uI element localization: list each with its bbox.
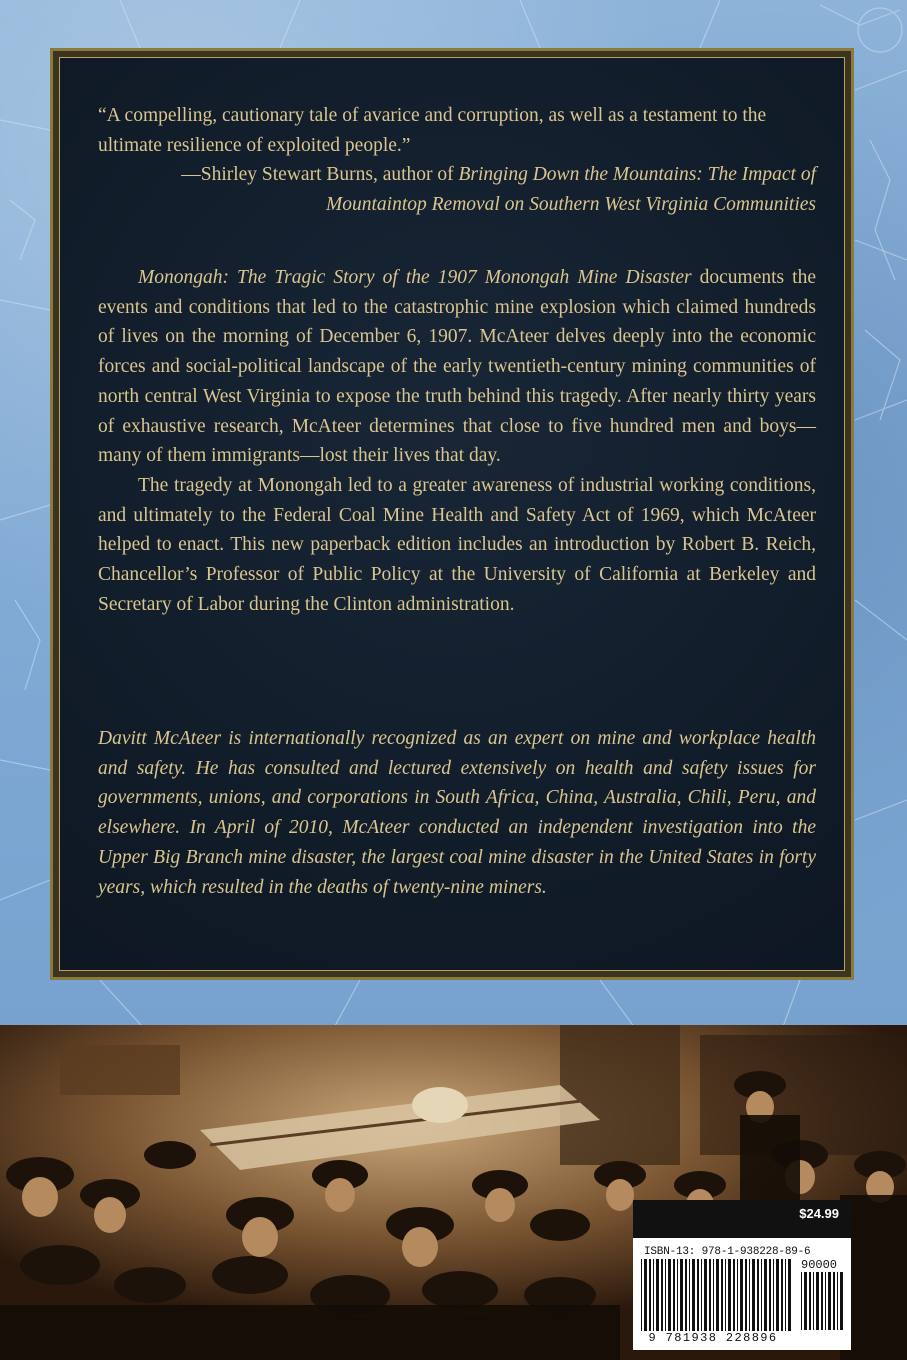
barcode-bar	[804, 1272, 807, 1330]
barcode-bar	[773, 1259, 774, 1331]
barcode-bar	[680, 1259, 683, 1331]
barcode-bar	[840, 1272, 843, 1330]
barcode-bar	[704, 1259, 707, 1331]
barcode-bar	[813, 1272, 814, 1330]
barcode-bar	[781, 1259, 783, 1331]
barcode-bar	[776, 1259, 779, 1331]
blurb-attribution	[98, 160, 816, 219]
barcode-bar	[733, 1259, 735, 1331]
barcode-bar	[665, 1259, 666, 1331]
description-book-title: Monongah: The Tragic Story of the 1907 Monongah Mine Disaster	[138, 267, 692, 288]
barcode-bar	[828, 1272, 831, 1330]
blurb-section	[98, 101, 816, 220]
barcode-bar	[757, 1259, 759, 1331]
barcode-bar	[677, 1259, 678, 1331]
barcode-bar	[697, 1259, 699, 1331]
barcode-bar	[752, 1259, 755, 1331]
barcode-bar	[764, 1259, 767, 1331]
barcode-bar	[785, 1259, 786, 1331]
description-paragraph-2: The tragedy at Monongah led to a greater awareness of industrial working conditions, and ultimately to the Federal Coal Mine Health and Safety Act of 1969, which McAteer helped to enact. This new paperback edition includes an introduction by Robert B. Reich, Chancellor’s Professor of Public Policy at the University of California at Berkeley and Secretary of Labor during the Clinton administration.	[98, 474, 816, 615]
barcode-bar	[809, 1272, 811, 1330]
barcode-bar	[728, 1259, 731, 1331]
barcode-bar	[701, 1259, 702, 1331]
barcode-bar	[833, 1272, 835, 1330]
barcode-bar	[653, 1259, 654, 1331]
barcode-addon-bars	[801, 1272, 845, 1330]
barcode-bar	[673, 1259, 675, 1331]
barcode-bar	[668, 1259, 671, 1331]
barcode-bar	[816, 1272, 819, 1330]
barcode-bar	[745, 1259, 747, 1331]
description-paragraph-1	[98, 263, 816, 471]
barcode-bar	[713, 1259, 714, 1331]
attribution-prefix: —Shirley Stewart Burns, author of	[181, 164, 459, 186]
description-paragraph-1-text: documents the events and conditions that led to the catastrophic mine explosion which claimed hundreds of lives on the morning of December 6, 1907. McAteer delves deeply into the economic forces and social-political landscape of the early twentieth-century mining communities of north central West Virginia to expose the truth behind this tragedy. After nearly thirty years of exhaustive research, McAteer determines that close to five hundred men and boys—many of them immigrants—lost their lives that day.	[98, 267, 817, 467]
barcode-bar	[649, 1259, 651, 1331]
barcode-bar	[837, 1272, 838, 1330]
barcode-bar	[709, 1259, 711, 1331]
barcode-bar	[689, 1259, 690, 1331]
barcode-bar	[721, 1259, 723, 1331]
barcode-bar	[725, 1259, 726, 1331]
barcode-bars	[641, 1259, 793, 1331]
description-section	[98, 263, 816, 619]
barcode-bar	[737, 1259, 738, 1331]
barcode-bar	[641, 1259, 642, 1331]
text-panel	[59, 57, 845, 971]
barcode-bar	[692, 1259, 695, 1331]
barcode-bar	[801, 1272, 802, 1330]
attribution-book-title: Bringing Down the Mountains: The Impact of Mountaintop Removal on Southern West Virginia Communities	[326, 164, 816, 216]
barcode-addon-digits: 90000	[801, 1258, 838, 1272]
blurb-quote: “A compelling, cautionary tale of avarice and corruption, as well as a testament to the ultimate resilience of exploited people.”	[98, 105, 767, 156]
barcode-bar	[749, 1259, 750, 1331]
barcode-bar	[740, 1259, 743, 1331]
barcode-bar	[644, 1259, 647, 1331]
barcode-bar	[821, 1272, 823, 1330]
barcode-bar	[656, 1259, 659, 1331]
text-panel-frame	[50, 48, 854, 980]
barcode-bar	[685, 1259, 687, 1331]
barcode-bar	[788, 1259, 791, 1331]
barcode-bar	[761, 1259, 762, 1331]
barcode-bar	[825, 1272, 826, 1330]
barcode-digits: 9 781938 228896	[648, 1331, 778, 1345]
price-label: $24.99	[633, 1200, 851, 1238]
barcode-bar	[661, 1259, 663, 1331]
author-bio-section	[98, 724, 816, 902]
author-bio: Davitt McAteer is internationally recognized as an expert on mine and workplace health and safety. He has consulted and lectured extensively on health and safety issues for governments, unions, and corporations in South Africa, China, Australia, Chili, Peru, and elsewhere. In April of 2010, McAteer conducted an independent investigation into the Upper Big Branch mine disaster, the largest coal mine disaster in the United States in forty years, which resulted in the deaths of twenty-nine miners.	[98, 728, 816, 898]
barcode-bar	[769, 1259, 771, 1331]
isbn-barcode	[633, 1238, 851, 1350]
barcode-bar	[716, 1259, 719, 1331]
isbn-label: ISBN-13: 978-1-938228-89-6	[644, 1246, 811, 1258]
